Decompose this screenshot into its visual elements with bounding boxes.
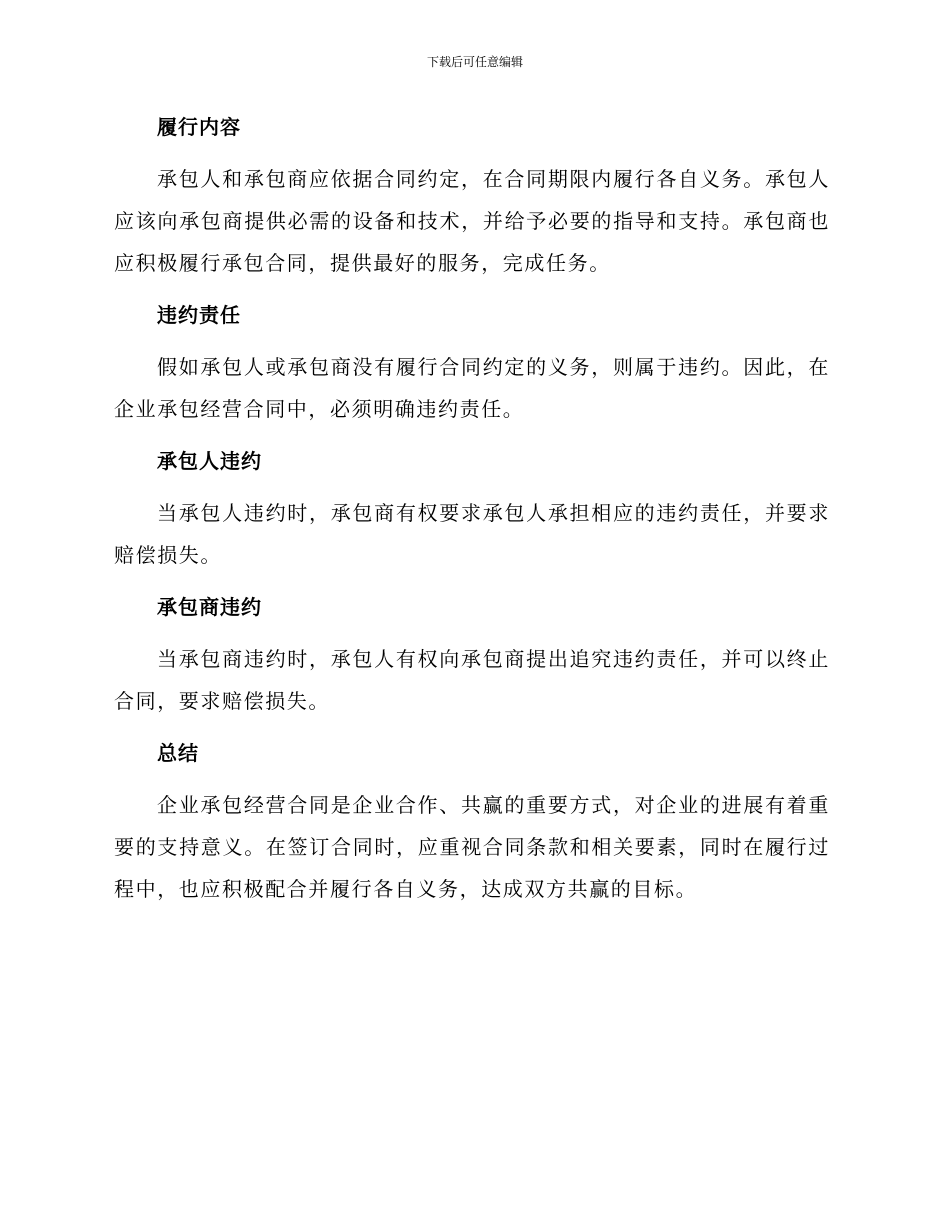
section-summary bbox=[114, 732, 830, 910]
section-paragraph: 当承包商违约时，承包人有权向承包商提出追究违约责任，并可以终止合同，要求赔偿损失。 bbox=[114, 647, 830, 713]
section-paragraph: 企业承包经营合同是企业合作、共赢的重要方式，对企业的进展有着重要的支持意义。在签订合同时，应重视合同条款和相关要素，同时在履行过程中，也应积极配合并履行各自义务，达成双方共赢的目标。 bbox=[114, 793, 830, 901]
page-header: 下载后可任意编辑 bbox=[426, 55, 523, 69]
section-paragraph: 承包人和承包商应依据合同约定，在合同期限内履行各自义务。承包人应该向承包商提供必需的设备和技术，并给予必要的指导和支持。承包商也应积极履行承包合同，提供最好的服务，完成任务。 bbox=[114, 167, 830, 275]
section-breach-liability bbox=[114, 294, 830, 440]
section-heading: 承包商违约 bbox=[157, 595, 262, 619]
section-heading: 履行内容 bbox=[157, 115, 241, 139]
section-paragraph: 当承包人违约时，承包商有权要求承包人承担相应的违约责任，并要求赔偿损失。 bbox=[114, 501, 830, 567]
section-performance bbox=[114, 106, 830, 294]
section-heading: 违约责任 bbox=[157, 303, 241, 327]
section-paragraph: 假如承包人或承包商没有履行合同约定的义务，则属于违约。因此，在企业承包经营合同中，必须明确违约责任。 bbox=[114, 355, 830, 421]
section-vendor-breach bbox=[114, 586, 830, 732]
section-contractor-breach bbox=[114, 440, 830, 586]
document-body bbox=[114, 106, 830, 910]
section-heading: 承包人违约 bbox=[157, 449, 262, 473]
section-heading: 总结 bbox=[157, 741, 199, 765]
